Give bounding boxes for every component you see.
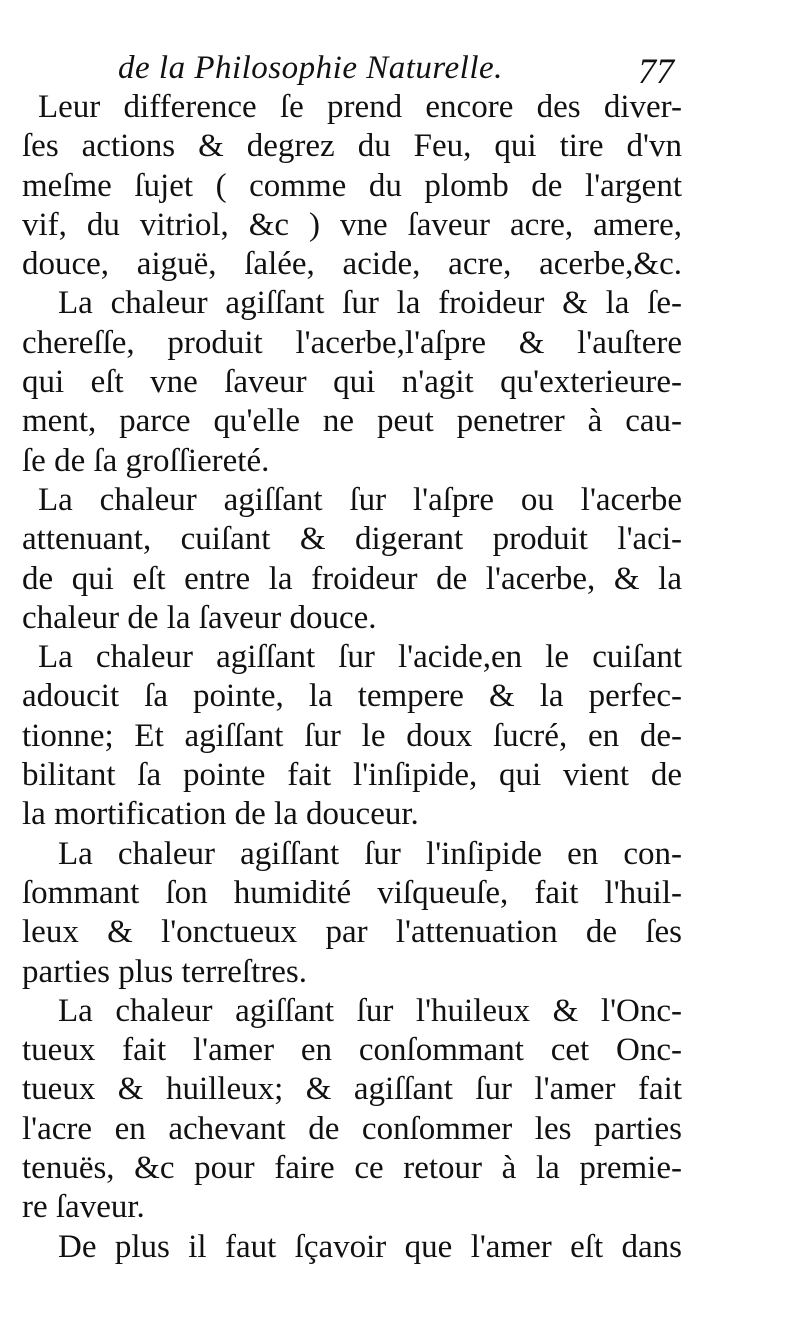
text-line: l'acre en achevant de conſommer les parties [22, 1110, 682, 1147]
text-line: chereſſe, produit l'acerbe,l'aſpre & l'auſtere [22, 324, 682, 361]
text-line: douce, aiguë, ſalée, acide, acre, acerbe,&c. [22, 246, 682, 283]
text-line: La chaleur agiſſant ſur l'aſpre ou l'acerbe [38, 481, 682, 518]
running-title: de la Philosophie Naturelle. [118, 50, 503, 86]
text-line: adoucit ſa pointe, la tempere & la perfec- [22, 678, 682, 715]
text-line: tenuës, &c pour faire ce retour à la premie- [22, 1150, 682, 1187]
text-line: chaleur de la ſaveur douce. [22, 599, 377, 636]
text-line: La chaleur agiſſant ſur l'acide,en le cuiſant [38, 639, 682, 676]
text-line: de qui eſt entre la froideur de l'acerbe, & la [22, 560, 682, 597]
text-line: vif, du vitriol, &c ) vne ſaveur acre, amere, [22, 206, 682, 243]
text-line: ſe de ſa groſſiereté. [22, 442, 270, 479]
text-line: attenuant, cuiſant & digerant produit l'aci- [22, 521, 682, 558]
text-line: La chaleur agiſſant ſur l'huileux & l'Onc- [58, 992, 682, 1029]
text-line: La chaleur agiſſant ſur la froideur & la ſe- [58, 285, 682, 322]
text-line: bilitant ſa pointe fait l'inſipide, qui vient de [22, 757, 682, 794]
text-line: meſme ſujet ( comme du plomb de l'argent [22, 167, 682, 204]
text-line: ſommant ſon humidité viſqueuſe, fait l'huil- [22, 874, 682, 911]
text-line: la mortification de la douceur. [22, 796, 419, 833]
text-line: tionne; Et agiſſant ſur le doux ſucré, en de- [22, 717, 682, 754]
body-text [22, 88, 682, 1267]
text-line: leux & l'onctueux par l'attenuation de ſes [22, 914, 682, 951]
text-line: re ſaveur. [22, 1189, 145, 1226]
text-line: La chaleur agiſſant ſur l'inſipide en con- [58, 835, 682, 872]
text-line: De plus il faut ſçavoir que l'amer eſt dans [58, 1228, 682, 1265]
text-line: ſes actions & degrez du Feu, qui tire d'vn [22, 128, 682, 165]
text-line: tueux & huilleux; & agiſſant ſur l'amer fait [22, 1071, 682, 1108]
text-line: Leur difference ſe prend encore des diver- [38, 89, 682, 125]
text-line: parties plus terreſtres. [22, 953, 307, 990]
text-line: tueux fait l'amer en conſommant cet Onc- [22, 1032, 682, 1069]
text-line: qui eſt vne ſaveur qui n'agit qu'exterieure- [22, 364, 682, 401]
page-number: 77 [638, 51, 674, 91]
text-line: ment, parce qu'elle ne peut penetrer à cau- [22, 403, 682, 440]
